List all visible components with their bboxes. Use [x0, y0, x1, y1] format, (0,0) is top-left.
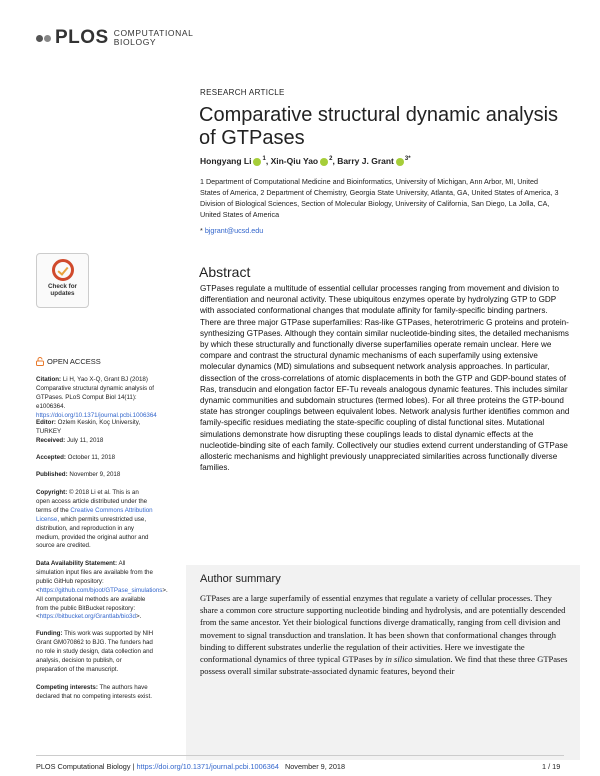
footer-divider	[36, 755, 564, 756]
github-link[interactable]: https://github.com/bjoot/GTPase_simulations	[39, 586, 163, 594]
data-availability-block: Data Availability Statement: All simulation input files are available from the public GitHub repository: <https://github.com/bjoot/GTPase_simulations>. All computational methods are available from the public BitBucket repository: <https://bitbucket.org/Grantlab/bio3d>.	[36, 560, 168, 621]
journal-logo	[36, 26, 193, 50]
email-link[interactable]: bjgrant@ucsd.edu	[204, 226, 264, 235]
funding-block: Funding: This work was supported by NIH Grant GM070862 to BJG. The funders had no role in study design, data collection and analysis, decision to publish, or preparation of the manuscript.	[36, 630, 154, 673]
footer-doi-link[interactable]: https://doi.org/10.1371/journal.pcbi.1006364	[136, 762, 279, 771]
published-date: Published: November 9, 2018	[36, 471, 121, 478]
competing-interests-block: Competing interests: The authors have declared that no competing interests exist.	[36, 684, 152, 700]
page-number: 1 / 19	[542, 762, 561, 771]
orcid-icon[interactable]	[396, 158, 404, 166]
article-title: Comparative structural dynamic analysis of GTPases	[199, 104, 559, 149]
citation-doi-link[interactable]: https://doi.org/10.1371/journal.pcbi.1006364	[36, 411, 157, 419]
citation-block: Citation: Li H, Yao X-Q, Grant BJ (2018) Comparative structural dynamic analysis of GTPases. PLoS Comput Biol 14(11): e1006364. https://doi.org/10.1371/journal.pcbi.1006364	[36, 376, 157, 419]
orcid-icon[interactable]	[320, 158, 328, 166]
logo-text: PLOS	[55, 27, 109, 48]
editor-block: Editor: Ozlem Keskin, Koç University, TURKEY	[36, 419, 141, 435]
author-summary-heading: Author summary	[200, 573, 281, 585]
author-list: Hongyang Li $^1$, Xin-Qiu Yao $^2$, Barry J. Grant $^{3*}$	[200, 156, 411, 166]
open-access-badge: OPEN ACCESS	[36, 357, 101, 366]
accepted-date: Accepted: October 11, 2018	[36, 454, 116, 461]
author-summary-text: GTPases are a large superfamily of essential enzymes that regulate a variety of cellular processes. They share a common core structure supporting nucleotide binding and hydrolysis, and are potentially descended from the same ancestor. Yet their biological functions diverge dramatically, ranging from cell division and movement to signal transduction and translation. It has been shown that conformational changes through binding to different substrates underlie the regulation of their activities. Here we investigate the conformational dynamics of three typical GTPases by in silico simulation. We find that these three GTPases possess overall similar substrate-associated dynamic features, beyond their	[200, 593, 568, 677]
abstract-heading: Abstract	[199, 264, 251, 280]
article-type: RESEARCH ARTICLE	[200, 88, 285, 97]
corresponding-email: * bjgrant@ucsd.edu	[200, 226, 264, 235]
orcid-icon[interactable]	[253, 158, 261, 166]
check-updates-icon	[52, 259, 74, 281]
received-date: Received: July 11, 2018	[36, 437, 104, 444]
license-link[interactable]: Creative Commons Attribution License	[36, 506, 153, 523]
journal-name: COMPUTATIONAL BIOLOGY	[113, 28, 194, 47]
copyright-block: Copyright: © 2018 Li et al. This is an open access article distributed under the terms of the Creative Commons Attribution License, which permits unrestricted use, distribution, and reproduction in any medium, provided the original author and source are credited.	[36, 489, 153, 550]
open-lock-icon	[36, 357, 44, 366]
bitbucket-link[interactable]: https://bitbucket.org/Grantlab/bio3d	[39, 613, 136, 621]
author-name[interactable]: Barry J. Grant	[337, 156, 394, 166]
author-name[interactable]: Xin-Qiu Yao	[270, 156, 319, 166]
page-footer: PLOS Computational Biology | https://doi.org/10.1371/journal.pcbi.1006364 November 9, 2018	[36, 762, 346, 771]
check-for-updates-button[interactable]: Check for updates	[36, 253, 89, 308]
plos-dots-icon	[36, 35, 51, 42]
affiliations: 1 Department of Computational Medicine and Bioinformatics, University of Michigan, Ann Arbor, MI, United States of America, 2 Department of Chemistry, Georgia State University, Atlanta, GA, United States of America, 3 Division of Biological Sciences, Section of Molecular Biology, University of California, San Diego, La Jolla, CA, United States of America	[200, 177, 559, 219]
author-name[interactable]: Hongyang Li	[200, 156, 252, 166]
abstract-text: GTPases regulate a multitude of essential cellular processes ranging from movement and division to differentiation and neuronal activity. These ubiquitous enzymes operate by hydrolyzing GTP to GDP with associated conformational changes that modulate affinity for family-specific binding partners. There are three major GTPase superfamilies: Ras-like GTPases, heterotrimeric G proteins and protein-synthesizing GTPases. Although they contain similar nucleotide-binding sites, the detailed mechanisms by which these structurally and functionally diverse superfamilies operate remain unclear. Here we compare and contrast the structural dynamic mechanisms of each superfamily using extensive molecular dynamics (MD) simulations and subsequent network analysis approaches. In particular, dissection of the cross-correlations of atomic displacements in both the GTP and GDP-bound states of Ras, transducin and elongation factor EF-Tu reveals analogous dynamic features. This includes similar dynamic communities and subdomain structures (termed lobes). For all three proteins the GTP-bound state has stronger couplings between equivalent lobes. Network analysis further identifies common and family-specific residues mediating the state-specific coupling of distal functional sites. Mutational simulations demonstrate how disrupting these couplings leads to distal dynamic effects at the nucleotide-binding site of each family. Collectively our studies extend current understanding of GTPase allosteric mechanisms and highlight previously unappreciated similarities across functionally diverse families.	[200, 284, 570, 473]
